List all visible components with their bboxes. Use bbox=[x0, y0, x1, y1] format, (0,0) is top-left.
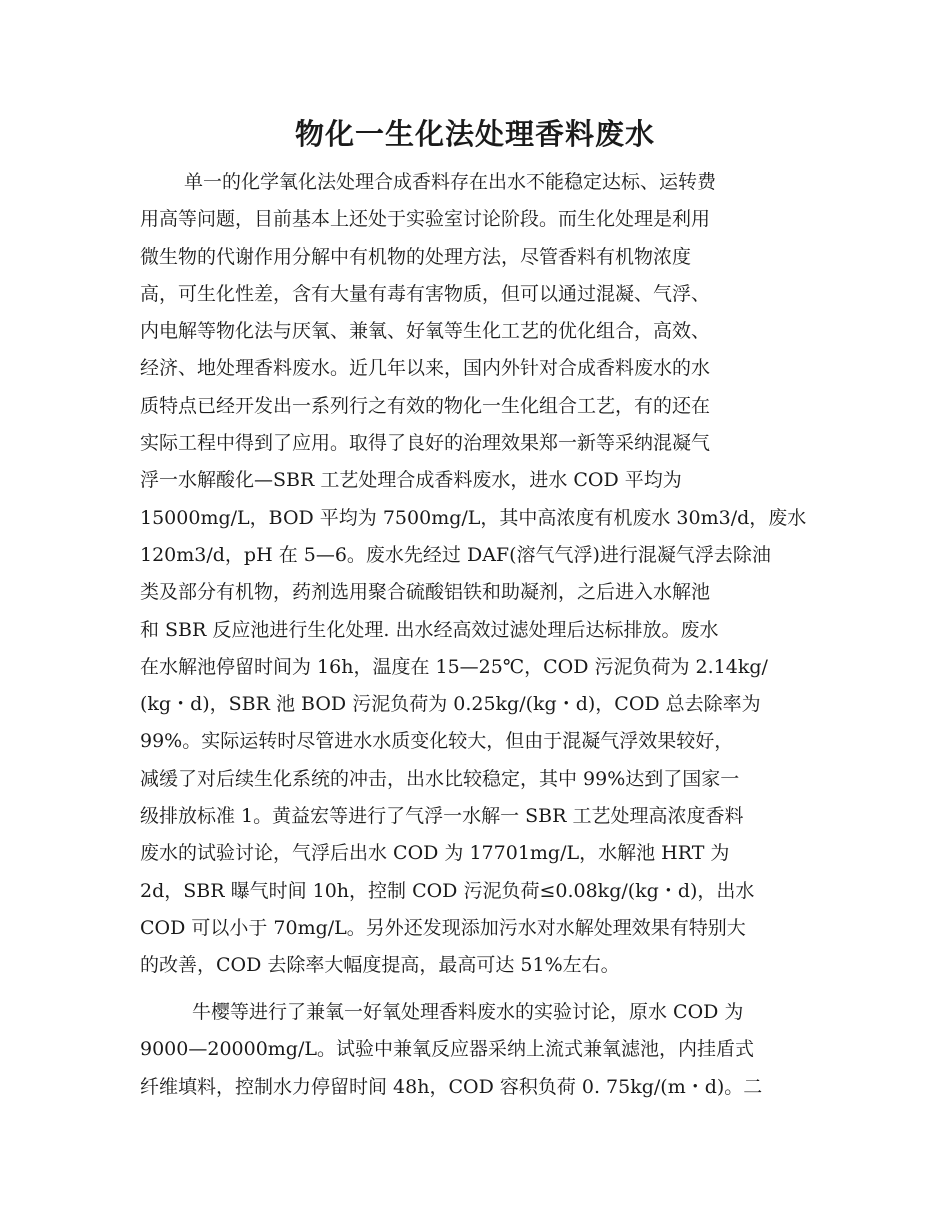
text-line: 用高等问题，目前基本上还处于实验室讨论阶段。而生化处理是利用 bbox=[140, 208, 711, 231]
text-line: 牛樱等进行了兼氧一好氧处理香料废水的实验讨论，原水 COD 为 bbox=[192, 1001, 744, 1023]
text-line: 99%。实际运转时尽管进水水质变化较大，但由于混凝气浮效果较好， bbox=[140, 730, 734, 753]
text-line: 在水解池停留时间为 16h，温度在 15—25℃，COD 污泥负荷为 2.14kg/ bbox=[140, 655, 768, 678]
text-line: 类及部分有机物，药剂选用聚合硫酸铝铁和助凝剂，之后进入水解池 bbox=[140, 581, 711, 604]
text-line: 15000mg/L，BOD 平均为 7500mg/L，其中高浓度有机废水 30m3/d，废水 bbox=[140, 506, 807, 529]
text-line: 微生物的代谢作用分解中有机物的处理方法，尽管香料有机物浓度 bbox=[140, 245, 692, 268]
text-line: 2d，SBR 曝气时间 10h，控制 COD 污泥负荷≤0.08kg/(kg・d)，出水 bbox=[140, 879, 755, 902]
paragraph-2 bbox=[140, 994, 810, 1106]
text-line: 高，可生化性差，含有大量有毒有害物质，但可以通过混凝、气浮、 bbox=[140, 282, 711, 305]
text-line: 浮一水解酸化—SBR 工艺处理合成香料废水，进水 COD 平均为 bbox=[140, 469, 682, 492]
text-line: 内电解等物化法与厌氧、兼氧、好氧等生化工艺的优化组合，高效、 bbox=[140, 320, 711, 343]
text-line: 减缓了对后续生化系统的冲击，出水比较稳定，其中 99%达到了国家一 bbox=[140, 767, 740, 790]
text-line: 级排放标准 1。黄益宏等进行了气浮一水解一 SBR 工艺处理高浓度香料 bbox=[140, 805, 744, 828]
paragraph-1 bbox=[140, 164, 810, 985]
text-line: 120m3/d，pH 在 5—6。废水先经过 DAF(溶气气浮)进行混凝气浮去除油 bbox=[140, 543, 771, 566]
text-line: 9000—20000mg/L。试验中兼氧反应器采纳上流式兼氧滤池，内挂盾式 bbox=[140, 1038, 754, 1061]
text-line: 质特点已经开发出一系列行之有效的物化一生化组合工艺，有的还在 bbox=[140, 394, 711, 417]
text-line: 经济、地处理香料废水。近几年以来，国内外针对合成香料废水的水 bbox=[140, 357, 711, 380]
text-line: 单一的化学氧化法处理合成香料存在出水不能稳定达标、运转费 bbox=[184, 171, 717, 193]
text-line: 废水的试验讨论，气浮后出水 COD 为 17701mg/L，水解池 HRT 为 bbox=[140, 842, 730, 865]
text-line: 和 SBR 反应池进行生化处理. 出水经高效过滤处理后达标排放。废水 bbox=[140, 618, 719, 641]
text-line: 纤维填料，控制水力停留时间 48h，COD 容积负荷 0. 75kg/(m・d)。二 bbox=[140, 1075, 763, 1098]
text-line: (kg・d)，SBR 池 BOD 污泥负荷为 0.25kg/(kg・d)，COD 总去除率为 bbox=[140, 693, 761, 716]
document-title: 物化一生化法处理香料废水 bbox=[294, 117, 655, 151]
text-line: COD 可以小于 70mg/L。另外还发现添加污水对水解处理效果有特别大 bbox=[140, 916, 746, 939]
text-line: 的改善，COD 去除率大幅度提高，最高可达 51%左右。 bbox=[140, 954, 620, 977]
text-line: 实际工程中得到了应用。取得了良好的治理效果郑一新等采纳混凝气 bbox=[140, 432, 711, 455]
